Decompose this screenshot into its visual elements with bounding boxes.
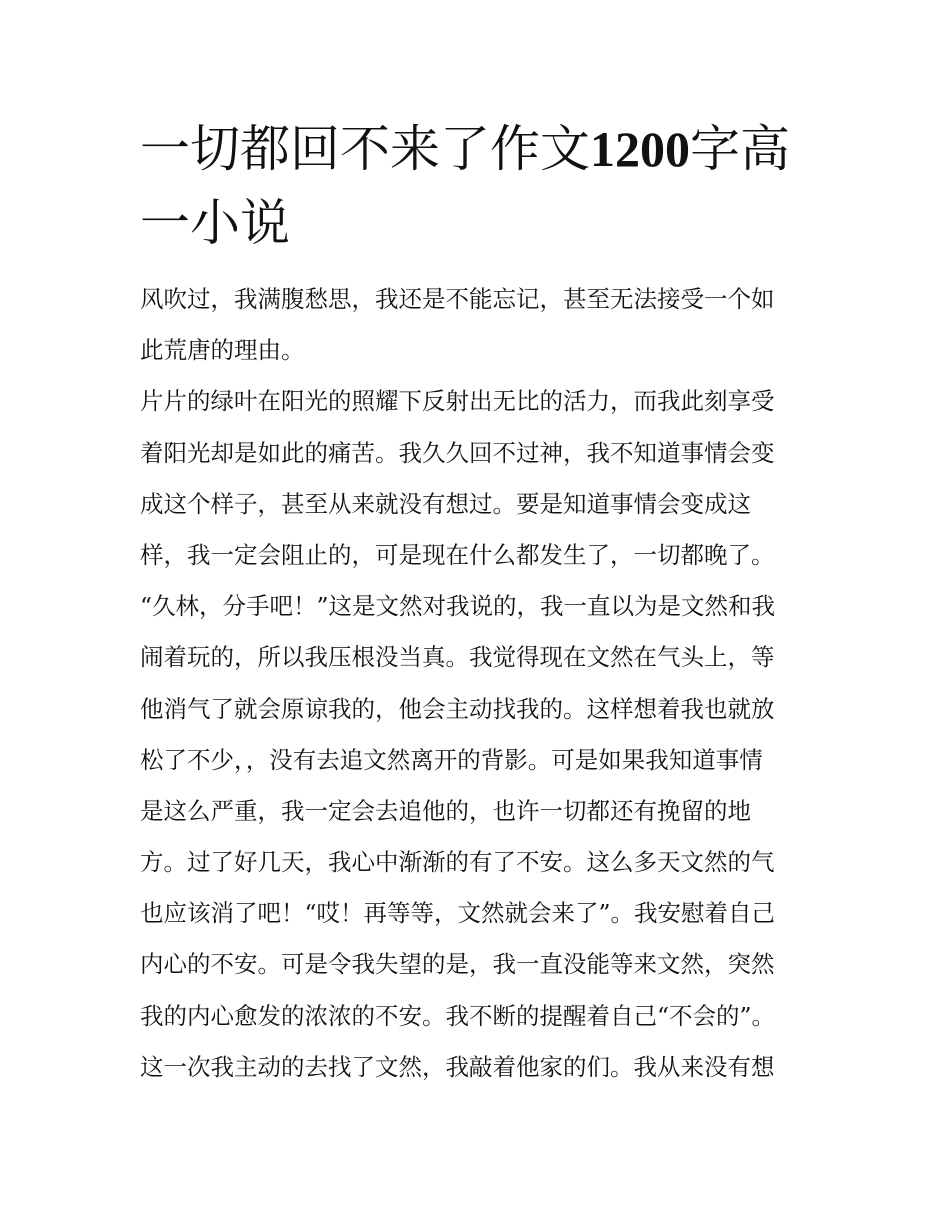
body-line: 这一次我主动的去找了文然，我敲着他家的们。我从来没有想 (140, 1052, 775, 1081)
title-number: 1200 (590, 121, 690, 177)
body-line: 片片的绿叶在阳光的照耀下反射出无比的活力，而我此刻享受 (140, 387, 775, 416)
body-line: 也应该消了吧！“哎！再等等，文然就会来了”。我安慰着自己 (140, 899, 776, 928)
title-text-part2: 字高 (690, 120, 790, 178)
body-line: 样，我一定会阻止的，可是现在什么都发生了，一切都晚了。 (140, 540, 775, 569)
title-text-part1: 一切都回不来了作文 (140, 120, 590, 178)
body-line: “久林，分手吧！”这是文然对我说的，我一直以为是文然和我 (140, 592, 776, 621)
body-line: 成这个样子，甚至从来就没有想过。要是知道事情会变成这 (140, 489, 751, 518)
body-line: 是这么严重，我一定会去追他的，也许一切都还有挽留的地 (140, 796, 751, 825)
body-line: 着阳光却是如此的痛苦。我久久回不过神，我不知道事情会变 (140, 438, 775, 467)
body-line: 内心的不安。可是令我失望的是，我一直没能等来文然，突然 (140, 950, 775, 979)
body-line: 风吹过，我满腹愁思，我还是不能忘记，甚至无法接受一个如 (140, 285, 775, 313)
body-line: 闹着玩的，所以我压根没当真。我觉得现在文然在气头上，等 (140, 643, 775, 672)
body-line: 此荒唐的理由。 (140, 336, 305, 365)
title-text-line2: 一小说 (140, 194, 290, 252)
body-paragraphs (140, 274, 830, 1093)
body-line: 我的内心愈发的浓浓的不安。我不断的提醒着自己“不会的”。 (140, 1001, 776, 1030)
body-line: 松了不少，，没有去追文然离开的背影。可是如果我知道事情 (140, 745, 763, 774)
document-title (140, 112, 830, 260)
body-line: 他消气了就会原谅我的，他会主动找我的。这样想着我也就放 (140, 694, 775, 723)
body-line: 方。过了好几天，我心中渐渐的有了不安。这么多天文然的气 (140, 848, 775, 877)
